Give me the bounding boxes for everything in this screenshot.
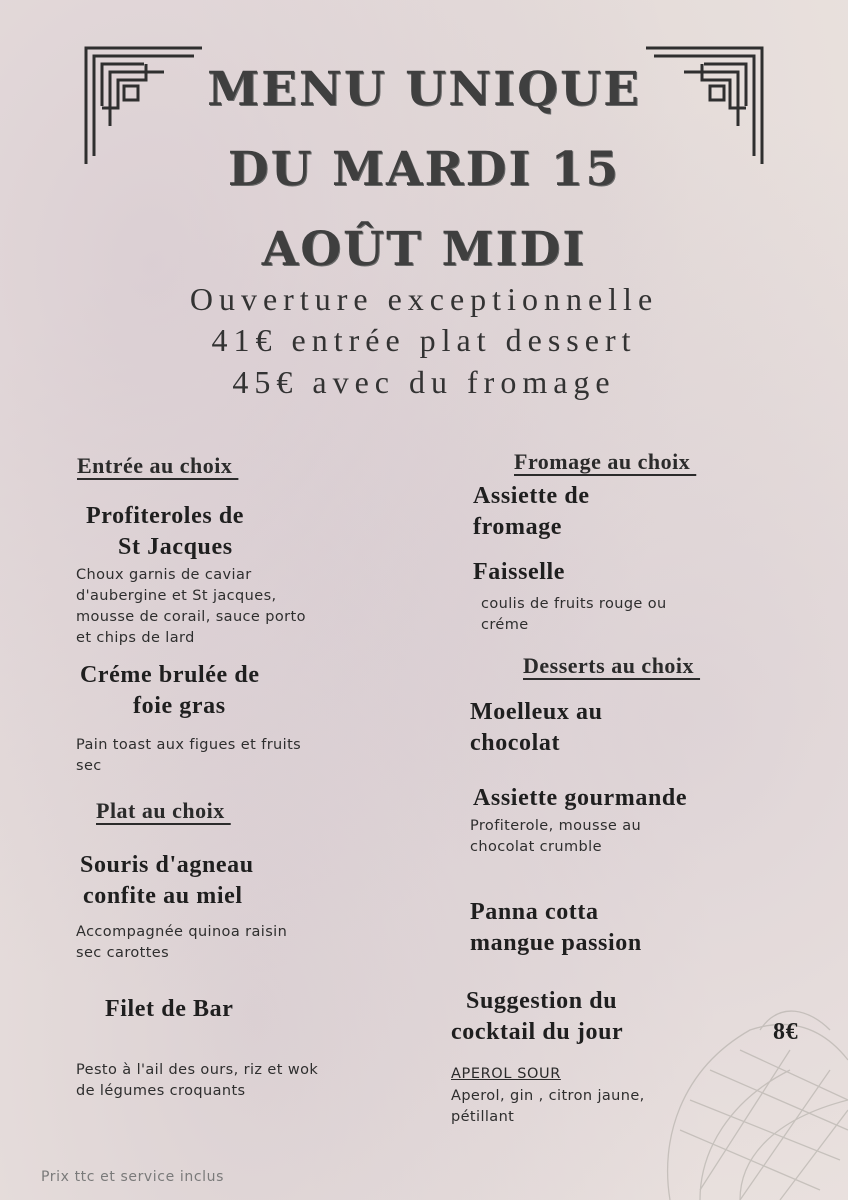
dessert1-name: Moelleux au chocolat (470, 699, 603, 756)
dessert3-name: Panna cotta mangue passion (470, 899, 642, 956)
cocktail-label: APEROL SOUR (451, 1066, 561, 1082)
dessert-heading: Desserts au choix (523, 653, 701, 678)
entree2-name-line1: Créme brulée de (80, 662, 260, 688)
menu-title-line-2: DU MARDI 15 (227, 142, 621, 197)
fromage-heading: Fromage au choix (514, 449, 697, 474)
menu-title-line-1: MENU UNIQUE (207, 62, 641, 117)
entree1-name-line2: St Jacques (118, 534, 233, 560)
entree-heading: Entrée au choix (77, 453, 239, 478)
plat-heading: Plat au choix (96, 798, 231, 823)
plat1-name: Souris d'agneau confite au miel (80, 852, 254, 909)
plat2-description: Pesto à l'ail des ours, riz et wok de légumes croquants (76, 1062, 319, 1099)
plat2-name: Filet de Bar (105, 996, 234, 1022)
subtitle-price-41: 41€ entrée plat dessert (211, 322, 637, 358)
entree2-description: Pain toast aux figues et fruits sec (76, 737, 302, 774)
footer-price-note: Prix ttc et service inclus (41, 1169, 224, 1185)
menu-title-line-3: AOÛT MIDI (261, 222, 587, 277)
entree1-name-line1: Profiteroles de (86, 503, 245, 529)
cocktail-price: 8€ (773, 1019, 799, 1045)
cocktail-description: Aperol, gin , citron jaune, pétillant (451, 1088, 645, 1125)
fromage1-name: Assiette de fromage (473, 483, 590, 540)
subtitle-opening: Ouverture exceptionnelle (189, 281, 659, 317)
fromage2-description: coulis de fruits rouge ou créme (481, 596, 667, 633)
plat1-description: Accompagnée quinoa raisin sec carottes (76, 924, 288, 961)
subtitle-price-45: 45€ avec du fromage (232, 364, 616, 400)
entree2-name-line2: foie gras (133, 693, 226, 719)
dessert2-name: Assiette gourmande (473, 785, 688, 811)
dessert2-description: Profiterole, mousse au chocolat crumble (470, 818, 642, 855)
entree1-description: Choux garnis de caviar d'aubergine et St jacques, mousse de corail, sauce porto et chips de lard (76, 567, 306, 646)
fromage2-name: Faisselle (473, 559, 566, 585)
cocktail-name: Suggestion du cocktail du jour (451, 988, 624, 1045)
